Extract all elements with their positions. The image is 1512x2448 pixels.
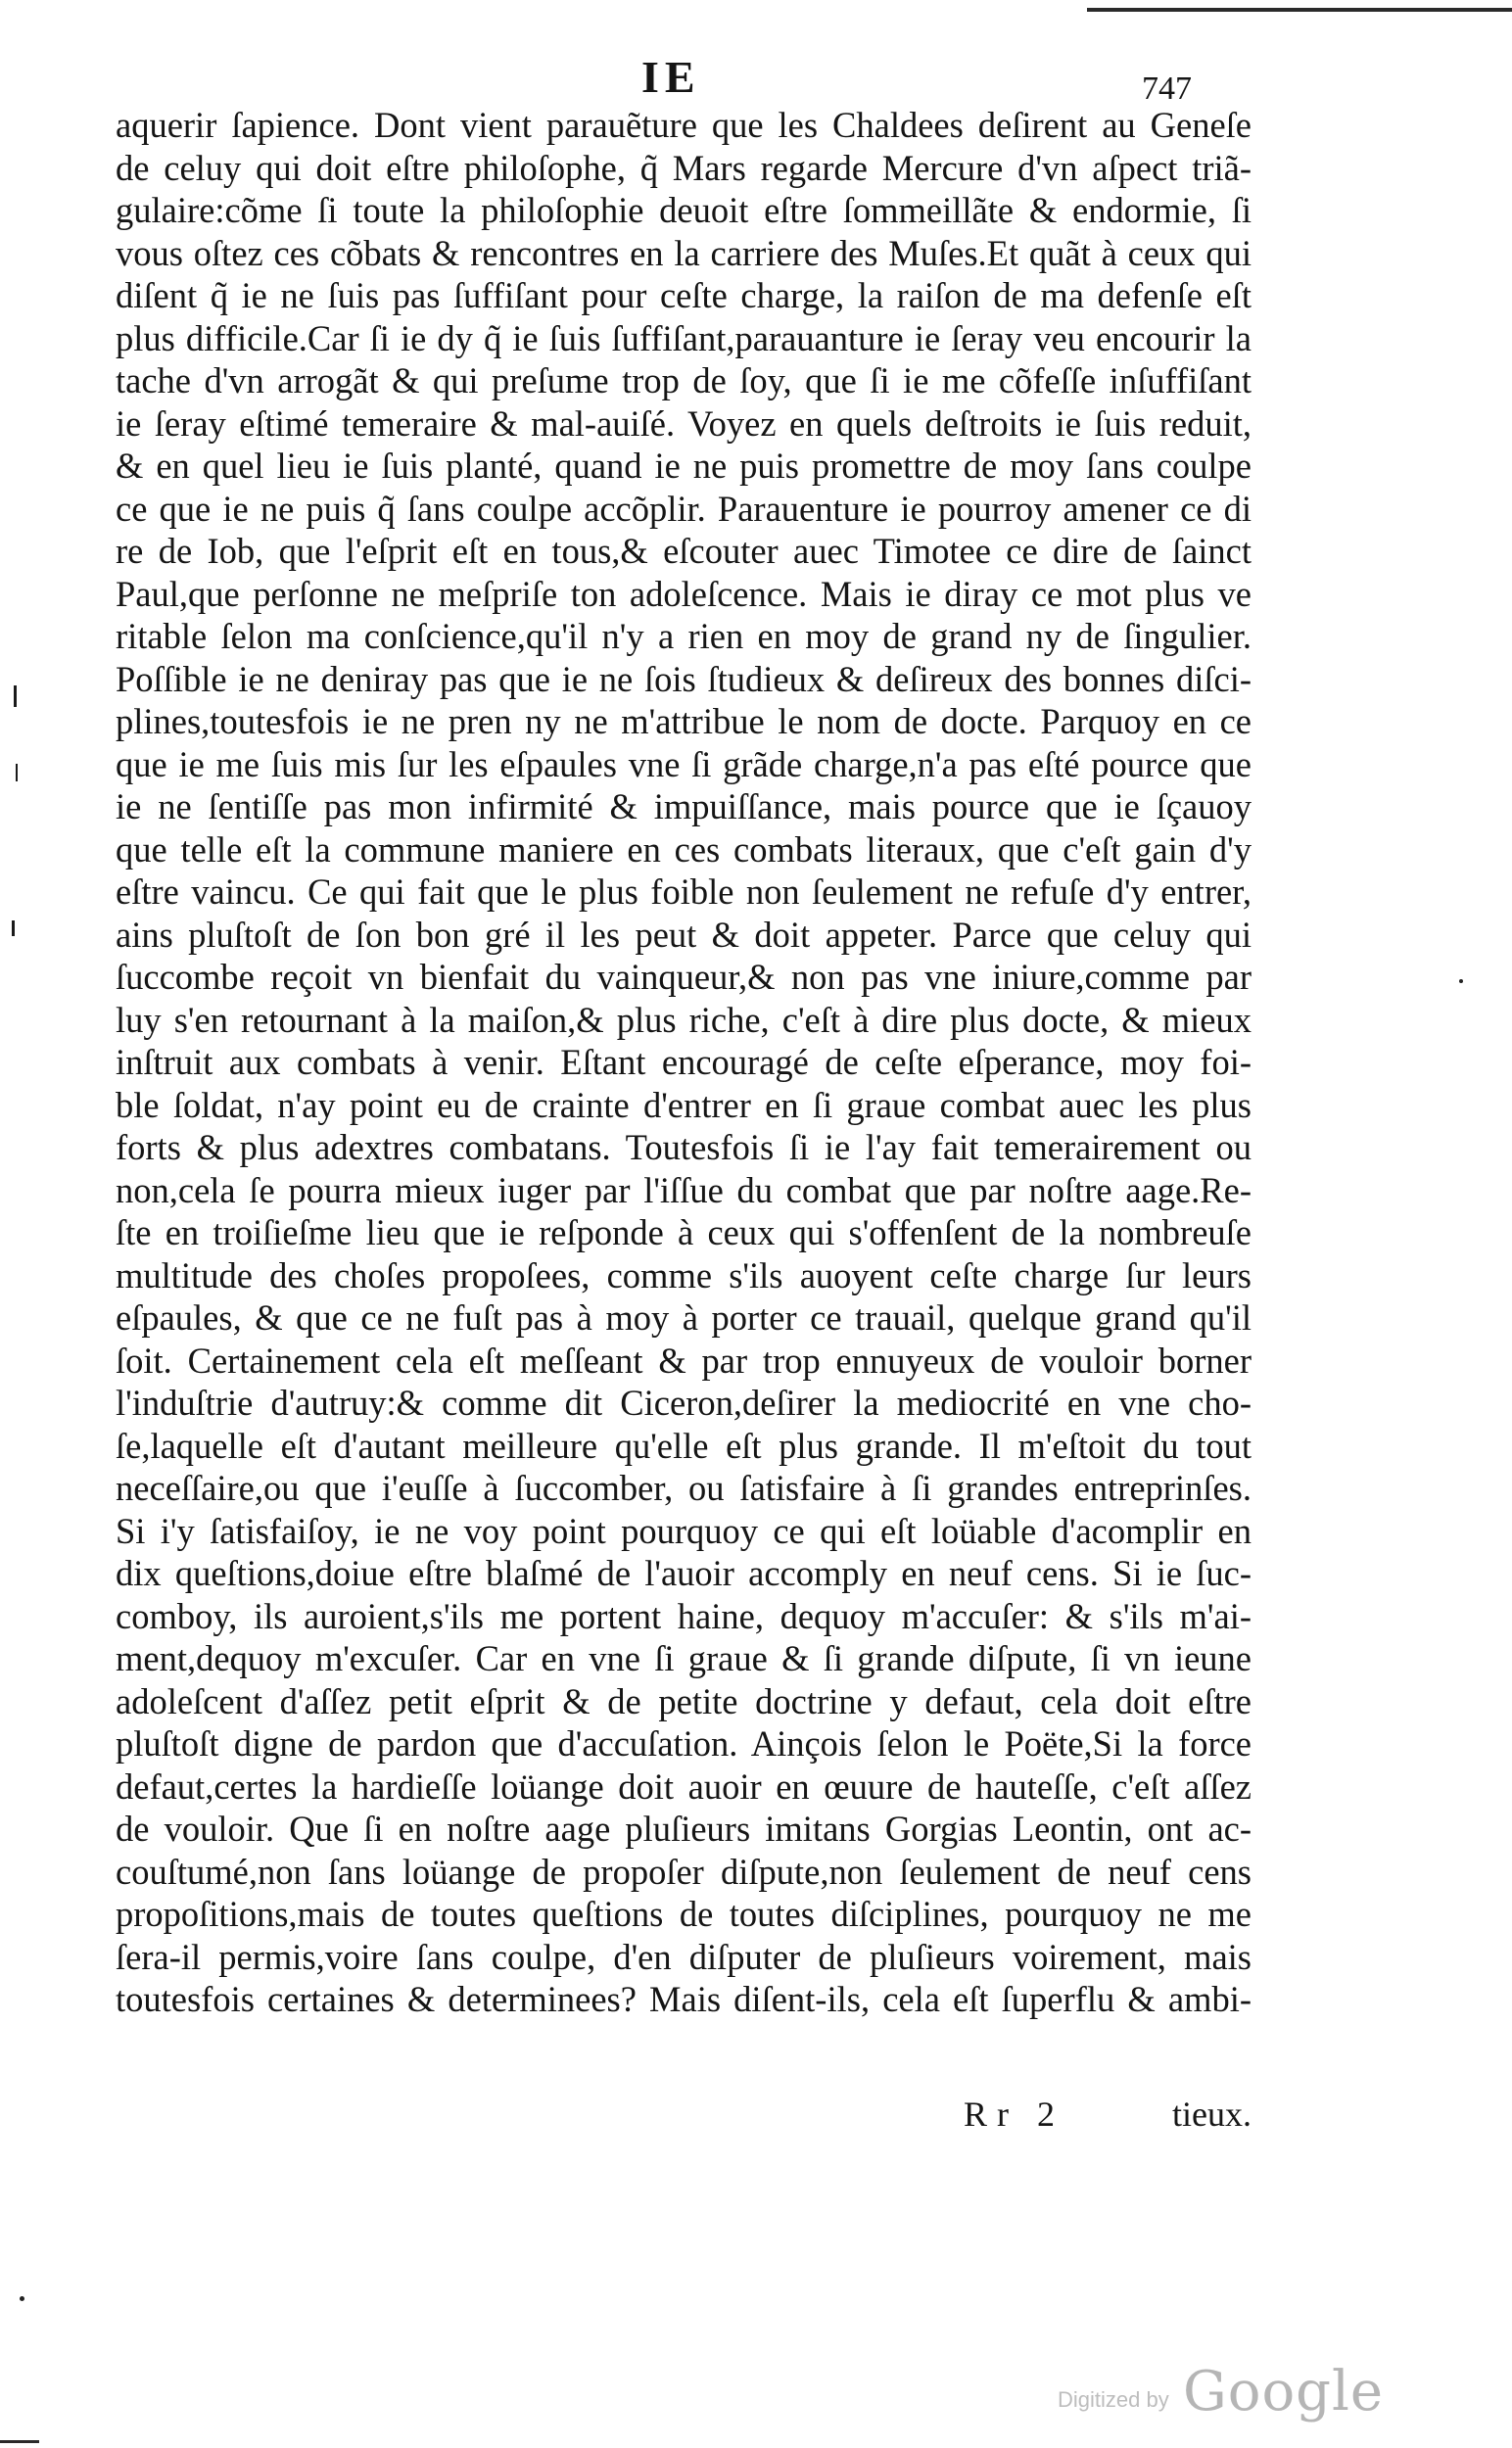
signature-mark: Rr 2	[964, 2095, 1064, 2134]
text-line: dix queſtions,doiue eſtre blaſmé de l'auoir accomply en neuf cens. Si ie ſuc-	[116, 1553, 1252, 1593]
text-line: inſtruit aux combats à venir. Eſtant encouragé de ceſte eſperance, moy foi-	[116, 1042, 1252, 1082]
body-text	[116, 104, 1252, 2021]
text-line: ſte en troiſieſme lieu que ie reſponde à ceux qui s'offenſent de la nombreuſe	[116, 1212, 1252, 1252]
text-line: & en quel lieu ie ſuis planté, quand ie ne puis promettre de moy ſans coulpe	[116, 446, 1252, 486]
text-line: adoleſcent d'aſſez petit eſprit & de petite doctrine y defaut, cela doit eſtre	[116, 1680, 1252, 1721]
text-line: re de Iob, que l'eſprit eſt en tous,& eſcouter auec Timotee ce dire de ſainct	[116, 531, 1252, 571]
text-line: ce que ie ne puis q̃ ſans coulpe accõplir. Parauenture ie pourroy amener ce di	[116, 488, 1252, 529]
text-line: vous oſtez ces cõbats & rencontres en la carriere des Muſes.Et quãt à ceux qui	[116, 232, 1252, 273]
text-line: de celuy qui doit eſtre philoſophe, q̃ Mars regarde Mercure d'vn aſpect triã-	[116, 147, 1252, 188]
margin-speck	[16, 764, 18, 781]
text-line: non,cela ſe pourra mieux iuger par l'iſſue du combat que par noſtre aage.Re-	[116, 1169, 1252, 1210]
text-line: ment,dequoy m'excuſer. Car en vne ſi graue & ſi grande diſpute, ſi vn ieune	[116, 1638, 1252, 1678]
text-line: forts & plus adextres combatans. Toutesfois ſi ie l'ay fait temerairement ou	[116, 1127, 1252, 1167]
text-line: ble ſoldat, n'ay point eu de crainte d'entrer en ſi graue combat auec les plus	[116, 1084, 1252, 1125]
text-line: que ie me ſuis mis ſur les eſpaules vne ſi grãde charge,n'a pas eſté pource que	[116, 743, 1252, 784]
text-line: aquerir ſapience. Dont vient parauẽture que les Chaldees deſirent au Geneſe	[116, 105, 1252, 145]
text-line: multitude des choſes propoſees, comme s'ils auoyent ceſte charge ſur leurs	[116, 1254, 1252, 1295]
text-line: luy s'en retournant à la maiſon,& plus riche, c'eſt à dire plus docte, & mieux	[116, 999, 1252, 1040]
margin-speck	[14, 685, 17, 707]
text-line: gulaire:cõme ſi toute la philoſophie deuoit eſtre ſommeillãte & endormie, ſi	[116, 190, 1252, 230]
text-line: ie ſeray eſtimé temeraire & mal-auiſé. Voyez en quels deſtroits ie ſuis reduit,	[116, 402, 1252, 444]
text-line: plus difficile.Car ſi ie dy q̃ ie ſuis ſuffiſant,parauanture ie ſeray veu encourir la	[116, 317, 1252, 358]
text-line: de vouloir. Que ſi en noſtre aage pluſieurs imitans Gorgias Leontin, ont ac-	[116, 1809, 1252, 1849]
text-line: que telle eſt la commune maniere en ces combats literaux, que c'eſt gain d'y	[116, 828, 1252, 870]
text-line: ie ne ſentiſſe pas mon infirmité & impuiſſance, mais pource que ie ſçauoy	[116, 786, 1252, 826]
text-line: ſera-il permis,voire ſans coulpe, d'en diſputer de pluſieurs voirement, mais	[116, 1936, 1252, 1977]
text-line: ſoit. Certainement cela eſt meſſeant & par trop ennuyeux de vouloir borner	[116, 1340, 1252, 1381]
text-line: diſent q̃ ie ne ſuis pas ſuffiſant pour ceſte charge, la raiſon de ma defenſe eſt	[116, 275, 1252, 315]
text-line: comboy, ils auroient,s'ils me portent haine, dequoy m'accuſer: & s'ils m'ai-	[116, 1595, 1252, 1636]
catchword: tieux.	[1172, 2095, 1252, 2134]
text-line: tache d'vn arrogãt & qui preſume trop de ſoy, que ſi ie me cõfeſſe inſuffiſant	[116, 360, 1252, 400]
text-line: ains pluſtoſt de ſon bon gré il les peut & doit appeter. Parce que celuy qui	[116, 914, 1252, 955]
top-edge-rule	[1087, 8, 1512, 12]
margin-speck	[20, 2296, 24, 2301]
digitized-by-google-watermark	[1058, 2360, 1430, 2428]
text-line: pluſtoſt digne de pardon que d'accuſation. Ainçois ſelon le Poëte,Si la force	[116, 1723, 1252, 1764]
text-line: Poſſible ie ne deniray pas que ie ne ſois ſtudieux & deſireux des bonnes diſci-	[116, 658, 1252, 699]
text-line: ritable ſelon ma conſcience,qu'il n'y a rien en moy de grand ny de ſingulier.	[116, 616, 1252, 656]
text-line: neceſſaire,ou que i'euſſe à ſuccomber, ou ſatisfaire à ſi grandes entreprinſes.	[116, 1468, 1252, 1508]
text-line: l'induſtrie d'autruy:& comme dit Ciceron,deſirer la mediocrité en vne cho-	[116, 1383, 1252, 1423]
digitized-by-text: Digitized by	[1058, 2387, 1169, 2412]
text-line: Si i'y ſatisfaiſoy, ie ne voy point pourquoy ce qui eſt loüable d'acomplir en	[116, 1510, 1252, 1551]
text-line: toutesfois certaines & determinees? Mais diſent-ils, cela eſt ſuperflu & ambi-	[116, 1979, 1252, 2019]
page-number: 747	[1142, 71, 1192, 107]
running-head: IE	[641, 52, 701, 102]
text-line: propoſitions,mais de toutes queſtions de toutes diſciplines, pourquoy ne me	[116, 1894, 1252, 1934]
page-footer	[116, 2094, 1252, 2139]
margin-speck	[12, 920, 15, 936]
text-line: eſpaules, & que ce ne fuſt pas à moy à porter ce trauail, quelque grand qu'il	[116, 1297, 1252, 1338]
text-line: couſtumé,non ſans loüange de propoſer diſpute,non ſeulement de neuf cens	[116, 1851, 1252, 1892]
google-logo: Google	[1183, 2360, 1385, 2424]
text-line: plines,toutesfois ie ne pren ny ne m'attribue le nom de docte. Parquoy en ce	[116, 701, 1252, 741]
bottom-edge-rule	[0, 2440, 39, 2443]
text-line: eſtre vaincu. Ce qui fait que le plus foible non ſeulement ne refuſe d'y entrer,	[116, 871, 1252, 912]
margin-speck	[1459, 979, 1463, 983]
text-line: ſe,laquelle eſt d'autant meilleure qu'elle eſt plus grande. Il m'eſtoit du tout	[116, 1425, 1252, 1466]
text-line: Paul,que perſonne ne meſpriſe ton adoleſcence. Mais ie diray ce mot plus ve	[116, 573, 1252, 614]
text-line: defaut,certes la hardieſſe loüange doit auoir en œuure de hauteſſe, c'eſt aſſez	[116, 1765, 1252, 1807]
text-line: ſuccombe reçoit vn bienfait du vainqueur,& non pas vne iniure,comme par	[116, 957, 1252, 997]
